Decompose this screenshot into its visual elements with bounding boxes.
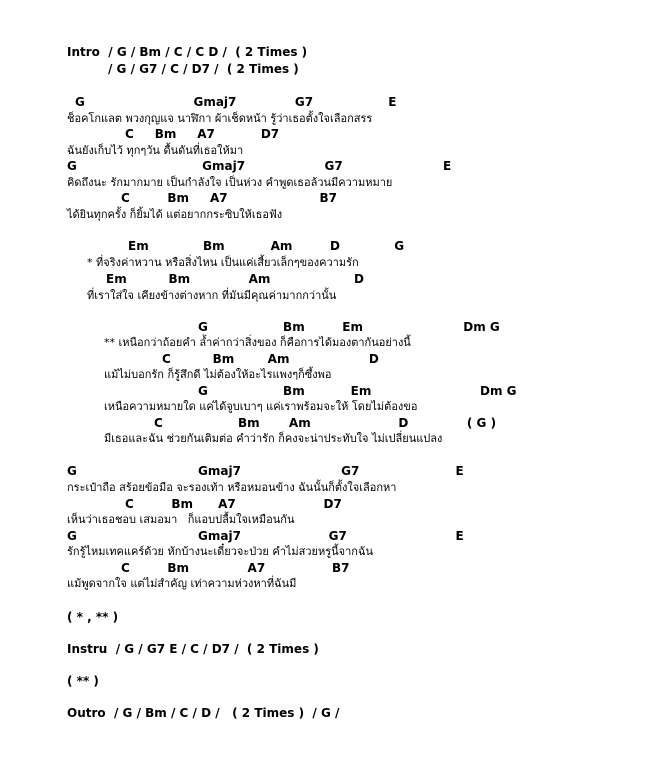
repeat-marker: ( * , ** )	[67, 610, 119, 624]
verse2-lyrics-1: กระเป๋าถือ สร้อยข้อมือ จะรองเท้า หรือหมอนข้าง ฉันนั้นก็ตั้งใจเลือกหา	[67, 481, 397, 494]
verse1-chords-4: C Bm A7 B7	[121, 191, 337, 205]
chorus2-chords-2: C Bm Am D	[162, 352, 379, 366]
chorus1-lyrics-1: * ที่จริงค่าหวาน หรือสิ่งไหน เป็นแค่เสี้ยวเล็กๆของความรัก	[87, 256, 359, 269]
repeat-chorus2-marker: ( ** )	[67, 674, 99, 688]
chorus1-chords-1: Em Bm Am D G	[128, 239, 405, 253]
verse2-lyrics-4: แม้พูดจากใจ แต่ไม่สำคัญ เท่าความห่วงหาที่ฉันมี	[67, 577, 297, 590]
verse1-chords-2: C Bm A7 D7	[125, 127, 280, 141]
verse2-chords-4: C Bm A7 B7	[121, 561, 350, 575]
verse1-lyrics-1: ช็อคโกแลต พวงกุญแจ นาฬิกา ผ้าเช็ดหน้า รู้ว่าเธอตั้งใจเลือกสรร	[67, 112, 373, 125]
instru-line: Instru / G / G7 E / C / D7 / ( 2 Times )	[67, 642, 319, 656]
chorus2-lyrics-2: แม้ไม่บอกรัก ก็รู้สึกดี ไม่ต้องให้อะไรแพงๆก็ซึ้งพอ	[104, 368, 332, 381]
verse1-lyrics-3: คิดถึงนะ รักมากมาย เป็นกำลังใจ เป็นห่วง คำพูดเธอล้วนมีความหมาย	[67, 176, 393, 189]
outro-line: Outro / G / Bm / C / D / ( 2 Times ) / G /	[67, 706, 340, 720]
verse1-chords-1: G Gmaj7 G7 E	[75, 95, 397, 109]
verse2-lyrics-3: รักรู้ไหมเทคแคร์ด้วย หักบ้างนะเดี๋ยวจะป่วย คำไม่สวยหรูนี้จากฉัน	[67, 545, 373, 558]
chorus1-lyrics-2: ที่เราใส่ใจ เคียงข้างต่างหาก ที่มันมีคุณค่ามากกว่านั้น	[87, 289, 337, 302]
intro-line-2: / G / G7 / C / D7 / ( 2 Times )	[108, 62, 299, 76]
verse1-lyrics-2: ฉันยังเก็บไว้ ทุกๆวัน ดื้นดันที่เธอให้มา	[67, 144, 244, 157]
chorus1-chords-2: Em Bm Am D	[106, 272, 364, 286]
verse1-chords-3: G Gmaj7 G7 E	[67, 159, 452, 173]
verse1-lyrics-4: ได้ยินทุกครั้ง ก็ยิ้มได้ แต่อยากกระซิบให้เธอฟัง	[67, 208, 283, 221]
verse2-lyrics-2: เห็นว่าเธอชอบ เสมอมา ก็แอบปลื้มใจเหมือนกัน	[67, 513, 295, 526]
verse2-chords-1: G Gmaj7 G7 E	[67, 464, 464, 478]
chorus2-chords-4: C Bm Am D ( G )	[154, 416, 497, 430]
chorus2-lyrics-3: เหนือความหมายใด แค่ได้จูบเบาๆ แค่เราพร้อมจะให้ โดยไม่ต้องขอ	[104, 400, 418, 413]
chorus2-chords-1: G Bm Em Dm G	[198, 320, 500, 334]
chorus2-chords-3: G Bm Em Dm G	[198, 384, 517, 398]
verse2-chords-3: G Gmaj7 G7 E	[67, 529, 464, 543]
verse2-chords-2: C Bm A7 D7	[125, 497, 342, 511]
intro-line-1: Intro / G / Bm / C / C D / ( 2 Times )	[67, 45, 308, 59]
chorus2-lyrics-1: ** เหนือกว่าถ้อยคำ ล้ำค่ากว่าสิ่งของ ก็คือการได้มองตากันอย่างนี้	[104, 336, 411, 349]
chorus2-lyrics-4: มีเธอและฉัน ช่วยกันเติมต่อ คำว่ารัก ก็คงจะน่าประทับใจ ไม่เปลี่ยนแปลง	[104, 432, 443, 445]
